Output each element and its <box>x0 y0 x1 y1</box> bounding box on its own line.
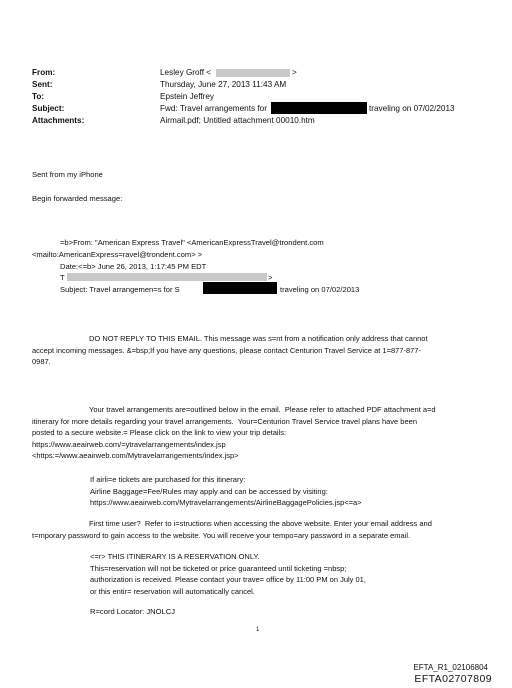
subject-label: Subject: <box>32 104 65 113</box>
from-value-end: > <box>292 68 297 77</box>
page-number: 1 <box>256 627 260 633</box>
fwd-to-end: > <box>268 273 273 282</box>
first-time-text: First time user? Refer to i=structions when accessing the above website. Enter your email address and t=mporary password to gain access to the website. You will receive your tempo=ary password in a separate email. <box>32 519 432 540</box>
to-value: Epstein Jeffrey <box>160 92 215 101</box>
attachments-label: Attachments: <box>32 116 85 125</box>
from-value: Lesley Groff < <box>160 68 212 77</box>
to-redaction-smudge <box>67 273 267 281</box>
reservation-paragraph: <=r> THIS ITINERARY IS A RESERVATION ONLY. This=reservation will not be ticketed or price guaranteed until ticketing =nbsp; authorization is received. Please contact your trave= office by 11:00 PM on July 01, or this entir= reservation will automatically cancel. <box>90 552 366 596</box>
baggage-paragraph: If airli=e tickets are purchased for this itinerary: Airline Baggage=Fee/Rules may apply and can be accessed by visiting: https://www.aeairweb.com/Mytravelarrangements/AirlineBaggagePolicies.jsp<=a> <box>90 475 362 508</box>
doc-id-large: EFTA02707809 <box>414 673 492 685</box>
notice-paragraph <box>32 333 428 368</box>
arrangements-paragraph <box>32 404 436 462</box>
fwd-from-line1: =b>From: "American Express Travel" <AmericanExpressTravel@trondent.com <box>60 238 324 247</box>
fwd-from-line2: <mailto:AmericanExpress=ravel@trondent.com> > <box>32 250 203 259</box>
to-label: To: <box>32 92 45 101</box>
sent-from-line: Sent from my iPhone <box>32 170 103 179</box>
fwd-subject-redaction <box>203 282 277 294</box>
record-locator: R=cord Locator: JNOLCJ <box>90 607 176 616</box>
subject-value-start: Fwd: Travel arrangements for <box>160 104 267 113</box>
fwd-subject-start: Subject: Travel arrangemen=s for S <box>60 285 180 294</box>
doc-id-small: EFTA_R1_02106804 <box>413 663 488 672</box>
subject-value-end: traveling on 07/02/2013 <box>369 104 455 113</box>
first-time-paragraph <box>32 518 432 541</box>
fwd-to-start: T <box>60 273 65 282</box>
subject-redaction <box>271 102 367 114</box>
fwd-subject-end: traveling on 07/02/2013 <box>280 285 360 294</box>
sent-label: Sent: <box>32 80 53 89</box>
notice-text: DO NOT REPLY TO THIS EMAIL. This message was s=nt from a notification only address that cannot accept incoming messages. &=bsp;If you have any questions, please contact Centurion Travel Service at 1=877-877- 0987. <box>32 334 428 367</box>
from-label: From: <box>32 68 56 77</box>
begin-forwarded-line: Begin forwarded message: <box>32 194 123 203</box>
redaction-smudge <box>216 69 290 77</box>
fwd-date-line: Date:<=b> June 26, 2013, 1:17:45 PM EDT <box>60 262 207 271</box>
sent-value: Thursday, June 27, 2013 11:43 AM <box>160 80 287 89</box>
attachments-value: Airmail.pdf; Untitled attachment 00010.htm <box>160 116 315 125</box>
arrangements-text: Your travel arrangements are=outlined below in the email. Please refer to attached PDF attachment a=d itinerary for more details regarding your travel arrangements. Your=Centurion Travel Service travel plans have been posted to a secure website.= Please click on the link to view your trip details: https://www.aeairweb.com/=ytravelarrangements/index.jsp <https:=/www.aeairweb.com/Mytravelarrangements/index.jsp> <box>32 405 436 461</box>
